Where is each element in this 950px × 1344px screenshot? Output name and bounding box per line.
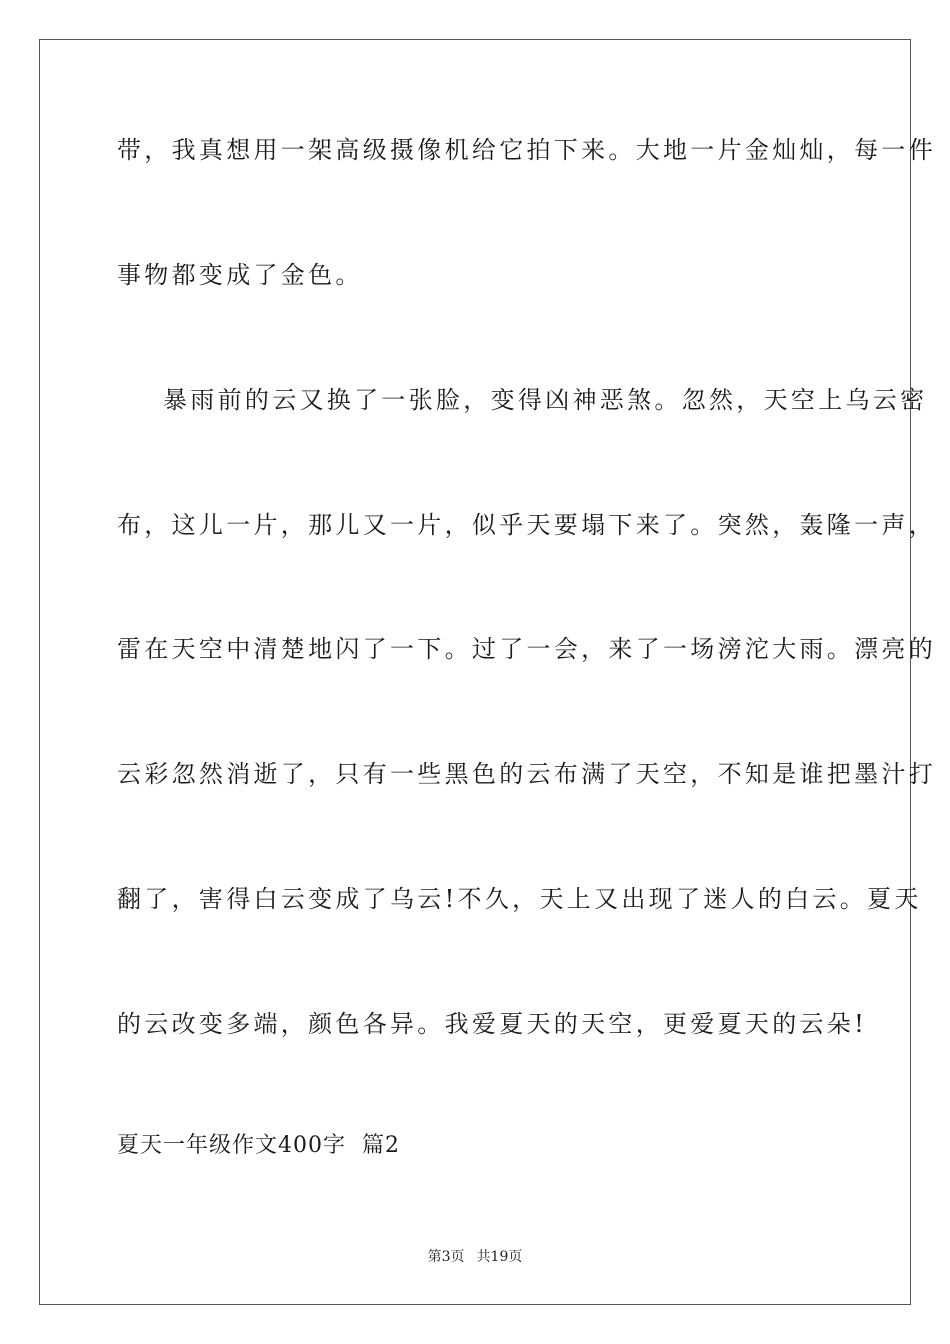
body-line-4: 布，这儿一片，那儿又一片，似乎天要塌下来了。突然，轰隆一声， [117, 511, 936, 539]
page-number: 第3页 [427, 1249, 465, 1265]
page-footer [0, 1247, 950, 1267]
body-line-3: 暴雨前的云又换了一张脸，变得凶神恶煞。忽然，天空上乌云密 [163, 386, 928, 414]
body-line-5: 雷在天空中清楚地闪了一下。过了一会，来了一场滂沱大雨。漂亮的 [117, 635, 936, 663]
body-line-1: 带，我真想用一架高级摄像机给它拍下来。大地一片金灿灿，每一件 [117, 136, 936, 164]
body-line-7: 翻了，害得白云变成了乌云!不久，天上又出现了迷人的白云。夏天 [117, 885, 922, 913]
body-line-2: 事物都变成了金色。 [117, 261, 363, 289]
body-line-6: 云彩忽然消逝了，只有一些黑色的云布满了天空，不知是谁把墨汁打 [117, 760, 936, 788]
page-total: 共19页 [476, 1249, 523, 1265]
body-line-8: 的云改变多端，颜色各异。我爱夏天的天空，更爱夏天的云朵! [117, 1010, 868, 1038]
section-heading: 夏天一年级作文400字 篇2 [117, 1133, 400, 1158]
page-border [39, 39, 936, 1305]
